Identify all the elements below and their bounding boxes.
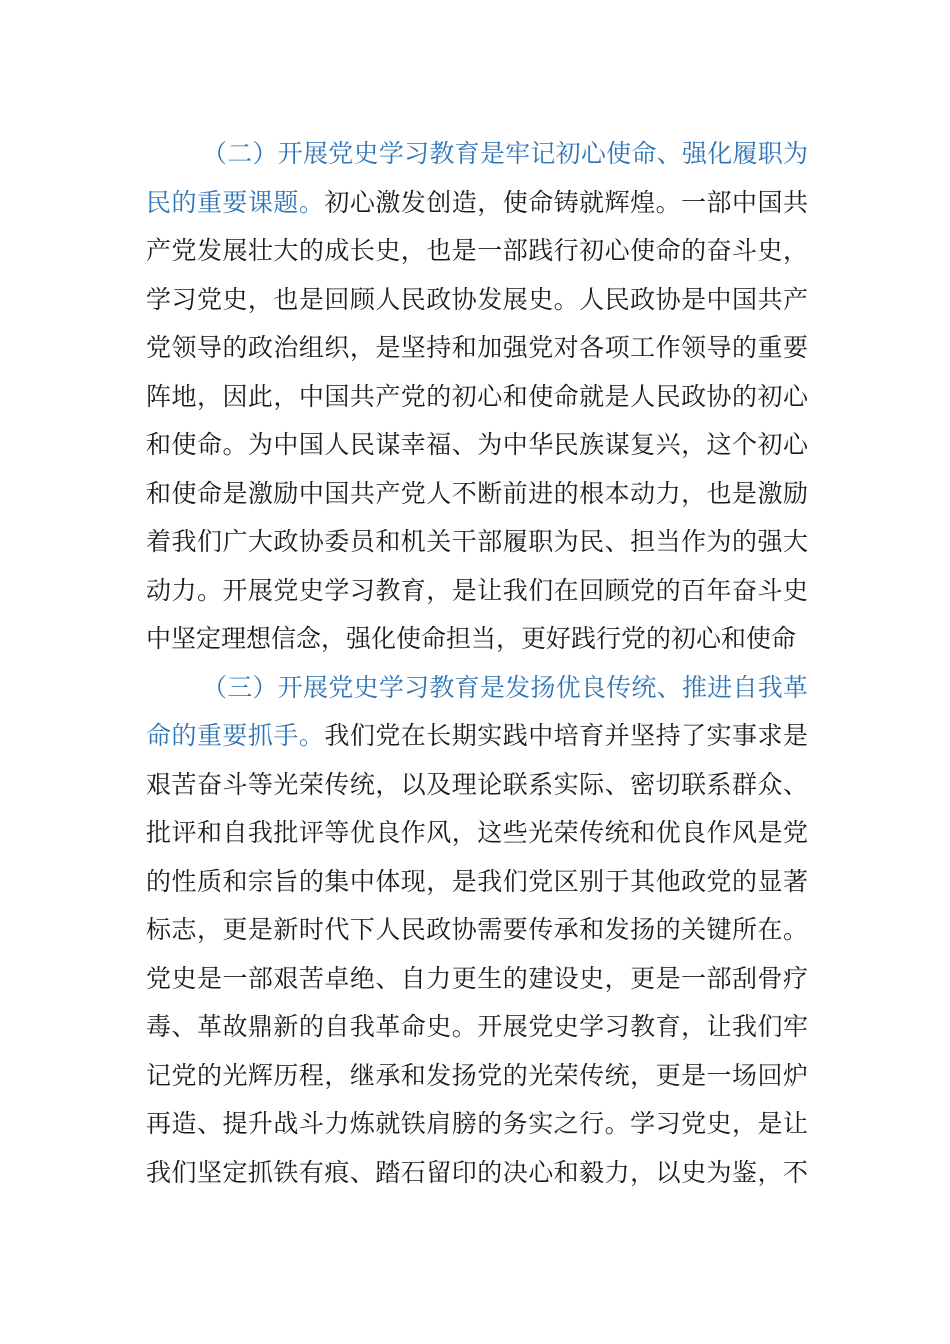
section-2-line-9 bbox=[146, 518, 808, 567]
section-2-line-2 bbox=[146, 179, 808, 228]
paragraph-text: 我们党在长期实践中培育并坚持了实事求是 bbox=[324, 721, 808, 750]
paragraph-text: 党领导的政治组织，是坚持和加强党对各项工作领导的重要 bbox=[146, 333, 808, 362]
section-3-line-10 bbox=[146, 1100, 808, 1149]
section-2-line-3 bbox=[146, 227, 808, 276]
section-3-line-7 bbox=[146, 955, 808, 1004]
paragraph-text: 标志，更是新时代下人民政协需要传承和发扬的关键所在。 bbox=[146, 915, 808, 944]
paragraph-text: 批评和自我批评等优良作风，这些光荣传统和优良作风是党 bbox=[146, 818, 808, 847]
paragraph-text: 艰苦奋斗等光荣传统，以及理论联系实际、密切联系群众、 bbox=[146, 769, 808, 799]
paragraph-text: 我们坚定抓铁有痕、踏石留印的决心和毅力，以史为鉴，不 bbox=[146, 1157, 808, 1187]
paragraph-text: 和使命。为中国人民谋幸福、为中华民族谋复兴，这个初心 bbox=[146, 430, 808, 459]
paragraph-text: 中坚定理想信念，强化使命担当，更好践行党的初心和使命 bbox=[146, 624, 797, 653]
section-3-line-1 bbox=[146, 664, 808, 713]
section-3-line-2 bbox=[146, 712, 808, 761]
paragraph-text: 的性质和宗旨的集中体现，是我们党区别于其他政党的显著 bbox=[146, 866, 808, 896]
section-3-line-9 bbox=[146, 1052, 808, 1101]
section-2-line-10 bbox=[146, 567, 808, 616]
section-3-line-3 bbox=[146, 761, 808, 810]
section-3-line-11 bbox=[146, 1149, 808, 1198]
paragraph-text: 记党的光辉历程，继承和发扬党的光荣传统，更是一场回炉 bbox=[146, 1060, 808, 1090]
paragraph-text: 再造、提升战斗力炼就铁肩膀的务实之行。学习党史，是让 bbox=[146, 1109, 808, 1138]
paragraph-text: 产党发展壮大的成长史，也是一部践行初心使命的奋斗史， bbox=[146, 236, 808, 265]
section-2-line-7 bbox=[146, 421, 808, 470]
section-2-heading-part-1: （二）开展党史学习教育是牢记初心使命、强化履职为 bbox=[202, 139, 808, 168]
section-3-heading-part-2: 命的重要抓手。 bbox=[146, 721, 325, 750]
paragraph-text: 阵地，因此，中国共产党的初心和使命就是人民政协的初心 bbox=[146, 381, 808, 411]
paragraph-text: 初心激发创造，使命铸就辉煌。一部中国共 bbox=[324, 187, 808, 217]
section-2-line-6 bbox=[146, 373, 808, 422]
paragraph-text: 动力。开展党史学习教育，是让我们在回顾党的百年奋斗史 bbox=[146, 575, 808, 605]
paragraph-text: 和使命是激励中国共产党人不断前进的根本动力，也是激励 bbox=[146, 478, 808, 508]
section-3-line-6 bbox=[146, 906, 808, 955]
paragraph-text: 党史是一部艰苦卓绝、自力更生的建设史，更是一部刮骨疗 bbox=[146, 963, 808, 993]
section-3-line-8 bbox=[146, 1003, 808, 1052]
section-2-line-8 bbox=[146, 470, 808, 519]
section-3-heading-part-1: （三）开展党史学习教育是发扬优良传统、推进自我革 bbox=[202, 672, 808, 702]
section-3-line-5 bbox=[146, 858, 808, 907]
paragraph-text: 着我们广大政协委员和机关干部履职为民、担当作为的强大 bbox=[146, 527, 808, 556]
section-2-heading-part-2: 民的重要课题。 bbox=[146, 187, 325, 217]
section-2-line-1 bbox=[146, 130, 808, 179]
section-2-line-11 bbox=[146, 615, 808, 664]
paragraph-text: 学习党史，也是回顾人民政协发展史。人民政协是中国共产 bbox=[146, 284, 808, 314]
paragraph-text: 毒、革故鼎新的自我革命史。开展党史学习教育，让我们牢 bbox=[146, 1012, 808, 1041]
section-2-line-5 bbox=[146, 324, 808, 373]
body-text bbox=[146, 130, 808, 1197]
section-3-line-4 bbox=[146, 809, 808, 858]
section-2-line-4 bbox=[146, 276, 808, 325]
